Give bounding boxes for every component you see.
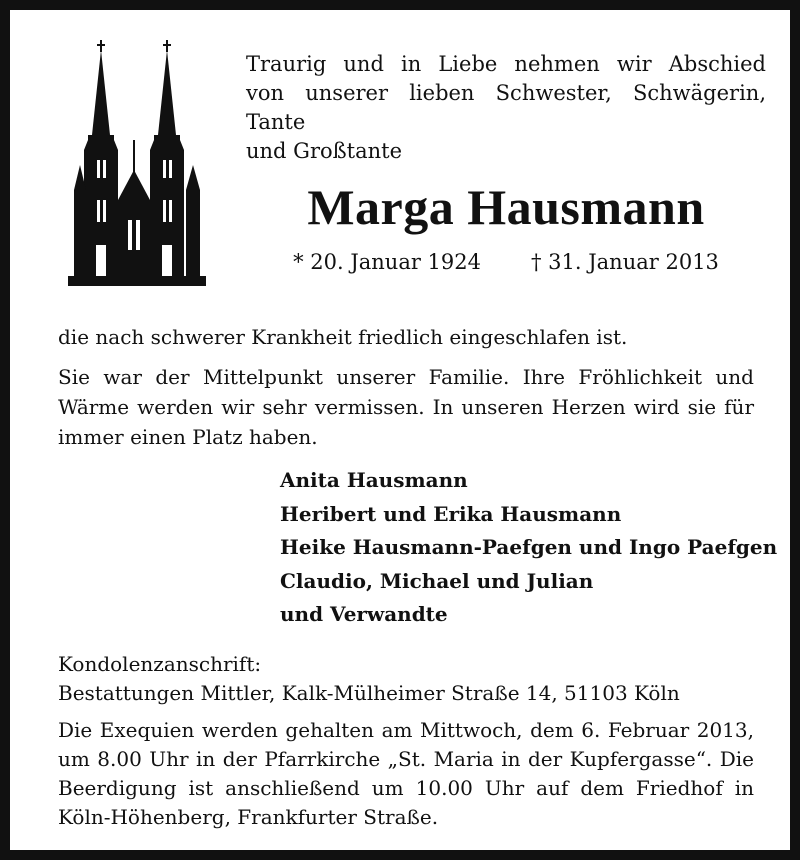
intro-line: und Großtante [246, 139, 403, 163]
mourners-list [280, 464, 777, 632]
funeral-line: Beerdigung ist anschließend um 10.00 Uhr auf dem Friedhof in [58, 776, 754, 800]
condolence-address [58, 650, 680, 708]
birth-date: * 20. Januar 1924 [293, 250, 481, 274]
tribute-line: Wärme werden wir sehr vermissen. In unseren Herzen wird sie für [58, 395, 754, 419]
mourner: Claudio, Michael und Julian [280, 568, 594, 593]
intro-line: Traurig und in Liebe nehmen wir Abschied [246, 52, 766, 76]
condolence-label: Kondolenzanschrift: [58, 652, 262, 676]
intro-line: von unserer lieben Schwester, Schwägerin, Tante [246, 81, 766, 134]
intro-text [246, 50, 766, 166]
mourner: Anita Hausmann [280, 468, 468, 492]
tribute-line: Sie war der Mittelpunkt unserer Familie. Ihre Fröhlichkeit und [58, 365, 754, 389]
funeral-line: um 8.00 Uhr in der Pfarrkirche „St. Maria in der Kupfergasse“. Die [58, 747, 754, 771]
mourner: Heribert und Erika Hausmann [280, 501, 622, 526]
passing-sentence: die nach schwerer Krankheit friedlich eingeschlafen ist. [58, 325, 628, 349]
condolence-address-line: Bestattungen Mittler, Kalk-Mülheimer Straße 14, 51103 Köln [58, 681, 680, 705]
tribute-line: immer einen Platz haben. [58, 425, 318, 449]
mourner: Heike Hausmann-Paefgen und Ingo Paefgen [280, 535, 778, 559]
tribute-paragraph [58, 362, 754, 452]
cathedral-icon [62, 40, 212, 286]
funeral-line: Köln-Höhenberg, Frankfurter Straße. [58, 805, 439, 829]
deceased-name: Marga Hausmann [307, 179, 705, 235]
life-dates [246, 250, 766, 274]
funeral-line: Die Exequien werden gehalten am Mittwoch, dem 6. Februar 2013, [58, 718, 754, 742]
funeral-info [58, 716, 754, 832]
mourner: und Verwandte [280, 602, 448, 626]
death-date: † 31. Januar 2013 [531, 250, 719, 274]
